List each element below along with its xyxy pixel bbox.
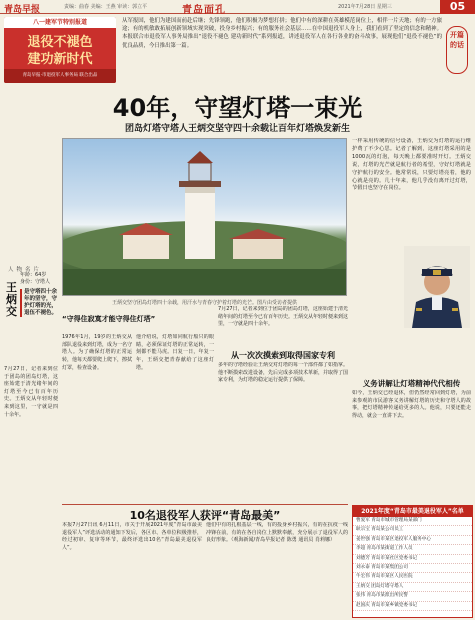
profile-identity: 身份：守塔人 xyxy=(20,279,51,285)
list-item: 刘德芳 青岛市某社区党委书记 xyxy=(353,555,472,564)
series-banner xyxy=(4,17,116,83)
list-item: 王炳交 团岛灯塔守塔人 xyxy=(353,583,472,592)
list-item: 刘永泰 青岛市某集团公司 xyxy=(353,564,472,573)
lighthouse-photo xyxy=(62,138,347,296)
profile-card xyxy=(20,272,58,362)
secondary-headline: 10名退役军人获评“青岛最美” xyxy=(129,509,281,522)
banner-line-1: 退役不褪色 xyxy=(27,35,93,50)
body-paragraph-2: 他介绍说，灯塔如同航行船只的眼睛，必须保证灯塔的正常运转，一刻都不能马虎。日复一日，年复一年，王炳交把青春献给了这座灯塔。 xyxy=(136,334,214,371)
right-column-text: 一样采用传统的信号设备，王炳交为灯塔的运行维护费了不少心思。记者了解到，这座灯塔采用的是1000瓦的灯泡，每天晚上都要准时开灯。王炳交说，灯塔的光芒就是航行者的希望，守好灯塔就是守护航行的安全。他常常说，只要灯塔亮着，他的心就是亮的。几十年来，他几乎没有离开过灯塔，节假日也坚守在岗位。 xyxy=(352,138,471,192)
photo-caption: 王炳交坚守团岛灯塔四十余载，用汗水与青春守护着灯塔的光芒。图片由受访者提供 xyxy=(111,300,297,306)
secondary-text-2: 他们中有的扎根基层一线，有的投身乡村振兴，有的在抗疫一线冲锋在前，有的在各自岗位上默默奉献，充分展示了退役军人的良好形象。（观海新闻/青岛早报记者 陈勇 通讯员 肖莉娜） xyxy=(206,522,348,544)
body-paragraph-3: 7月27日，记者来到位于团岛的团岛灯塔，这座始建于清光绪年间的灯塔至今已有百年历史。王炳交从年轻时便来到这里，一守就是四十余年。 xyxy=(218,306,348,328)
subheadline: 团岛灯塔守塔人王炳交坚守四十余载让百年灯塔焕发新生 xyxy=(124,124,350,134)
left-column-text: 7月27日，记者来到位于团岛的团岛灯塔，这座始建于清光绪年间的灯塔至今已有百年历史。王炳交从年轻时便来到这里，一守就是四十余年。 xyxy=(4,366,58,418)
section-title: 青岛面孔 xyxy=(182,5,226,16)
page-header xyxy=(0,0,475,14)
portrait-photo xyxy=(404,246,470,328)
divider xyxy=(62,504,348,505)
list-item: 姜世强 青岛市某区退役军人服务中心 xyxy=(353,536,472,545)
profile-quote: 是守塔四十余年的坚守，守护灯塔的光，退伍不褪色。 xyxy=(20,289,58,317)
page-number: 05 xyxy=(440,0,475,14)
banner-line-2: 建功新时代 xyxy=(27,52,93,67)
headline: 40年，守望灯塔一束光 xyxy=(112,94,363,122)
body-paragraph-5: 如今，王炳交已经退休，但仍然经常回到灯塔，为前来参观的市民游客义务讲解灯塔的历史和守塔人的故事，把灯塔精神传递给更多的人。他说，只要还能走得动，就会一直讲下去。 xyxy=(352,390,471,420)
body-paragraph-1: 1976年1月，19岁的王炳交从部队退役来到灯塔，成为一名守塔人。为了确保灯塔的正常运转，他每天都要爬上爬下，擦拭灯罩，检查设备。 xyxy=(62,334,132,371)
list-item: 张伟 青岛市某派出所民警 xyxy=(353,592,472,601)
issue-date: 2021年7月28日 星期三 xyxy=(338,4,392,10)
profile-heading: 人物名片 xyxy=(8,267,43,273)
list-item: 牛宏伟 青岛市某区人民医院 xyxy=(353,573,472,582)
profile-age: 年龄：64岁 xyxy=(20,272,47,278)
honoree-list-title: 2021年度“青岛市最美退役军人”名单 xyxy=(353,506,472,517)
banner-bottom: 青岛早报·市退役军人事务局 联合出品 xyxy=(4,69,116,83)
secondary-text-1: 本报7月27日讯 6月11日，市关于开展2021年度“青岛市最美退役军人”评选活动的通知下发后，各区市、各单位积极推荐，经过初审、复审等环节，最终评选出10名“青岛最美退役军人”。 xyxy=(62,522,202,552)
list-item: 李超 青岛市某街道工作人员 xyxy=(353,545,472,554)
right-subheading: 义务讲解让灯塔精神代代相传 xyxy=(362,379,461,388)
list-item: 耿宗宝 青岛某公司员工 xyxy=(353,526,472,535)
pull-quote: “守得住寂寞才能守得住灯塔” xyxy=(62,315,156,323)
newspaper-logo: 青岛早报 xyxy=(4,5,41,15)
list-item: 赵国庆 青岛市某乡镇党委书记 xyxy=(353,602,472,611)
column-tag: 开篇的话 xyxy=(446,26,468,74)
body-paragraph-4: 多年的守塔经验让王炳交对灯塔的每一个部件都了如指掌。他不断摸索改进设备，先后完成多项技术革新，并取得了国家专利，为灯塔的稳定运行提供了保障。 xyxy=(218,362,348,384)
person-portrait xyxy=(404,246,470,328)
honoree-list xyxy=(352,505,473,618)
profile-name: 王炳交 xyxy=(6,281,17,318)
list-item: 曹爱军 青岛市城市管理局某部门 xyxy=(353,517,472,526)
series-intro: 从军报国，他们为建国而前赴后继；先锋领跑，他们积极为梦想打拼；他们中有的深耕在英雄模范岗位上，相伴一片天地；有的一方旅途；有的机敏敢拓展创新领域实现突破，投身乡村振兴；有的服务社会基层……在中国退役军人身上，我们看到了坚定的信念和精神。本报联合市退役军人事务局推出“退役不褪色 建功新时代”系列报道，讲述退役军人在各行各业的奋斗故事，展现他们“退役不褪色”的优良品质，今日推出第一篇。 xyxy=(122,18,442,49)
banner-top: 八一建军节特别报道 xyxy=(4,17,116,28)
editor-credits: 责编：曲春 美编：王燕 审读：郭立平 xyxy=(64,4,148,10)
mid-subheading: 从一次次摸索到取得国家专利 xyxy=(231,351,335,360)
lighthouse-illustration xyxy=(63,139,347,296)
